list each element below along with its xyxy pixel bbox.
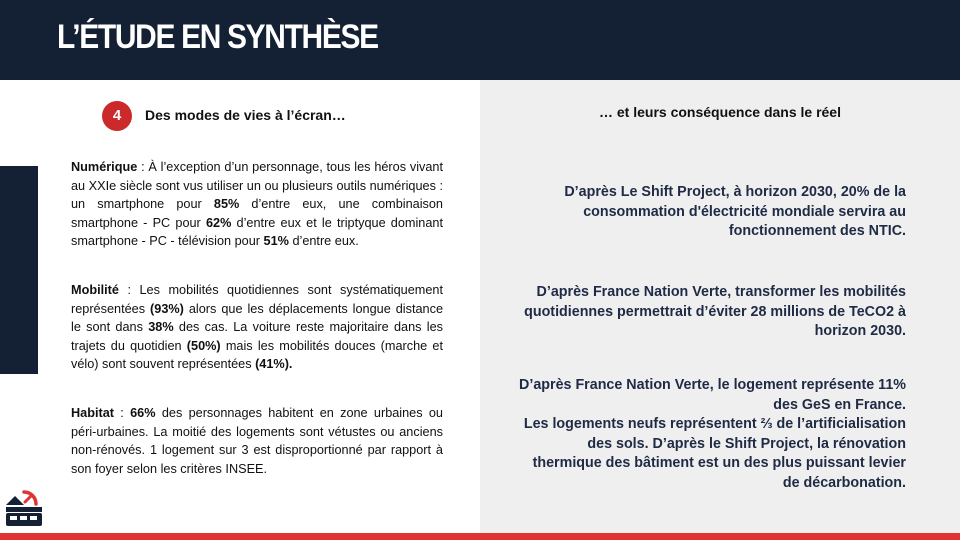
bottom-accent-bar <box>0 533 960 540</box>
page-title: L’ÉTUDE EN SYNTHÈSE <box>57 18 378 56</box>
habitat-label: Habitat <box>71 406 114 420</box>
numerique-text: : À l’exception d’un personnage, tous les héros vivant au XXIe siècle sont vus utiliser un ou plusieurs outils numériques : un smartphone pour <box>71 160 443 211</box>
triptyque-percent: 51% <box>263 234 289 248</box>
mobilite-text: mais les mobilités douces (marche et vélo) sont souvent représentées <box>71 338 443 371</box>
car-percent: (50%) <box>186 338 221 353</box>
mobilite-label: Mobilité <box>71 283 119 297</box>
mobilite-paragraph <box>71 281 443 374</box>
mobility-consequence: D’après France Nation Verte, transformer les mobilités quotidiennes permettrait d’éviter 28 millions de TeCO2 à horizon 2030. <box>524 284 906 339</box>
mobilite-text: des cas. La voiture reste majoritaire dans les trajets du quotidien <box>71 320 444 353</box>
habitat-text: des personnages habitent en zone urbaines ou péri-urbaines. La moitié des logements sont vétustes ou anciens non-rénovés. 1 logement sur 3 est disproportionné par rapport à son foyer selon les critères INSEE. <box>71 406 443 476</box>
mobilite-text: alors que les déplacements longue distance le sont dans <box>71 301 443 334</box>
smartphone-pc-percent: 62% <box>205 215 232 230</box>
urban-percent: 66% <box>130 406 156 420</box>
left-accent-bar <box>0 166 38 374</box>
habitat-paragraph <box>71 404 443 478</box>
soft-mobility-percent: (41%). <box>255 357 293 371</box>
housing-consequence-line: D’après France Nation Verte, le logement représente 11% des GeS en France. <box>519 377 906 413</box>
housing-consequence <box>516 376 906 493</box>
numerique-text: d’entre eux, une combinaison smartphone - PC pour <box>71 197 443 230</box>
numerique-text: d’entre eux. <box>288 234 359 248</box>
screen-house-logo-icon <box>3 486 45 528</box>
left-section-heading: Des modes de vies à l’écran… <box>145 107 346 123</box>
right-section-heading: … et leurs conséquence dans le réel <box>599 104 841 120</box>
numerique-label: Numérique <box>71 160 138 174</box>
section-number-badge: 4 <box>102 101 132 131</box>
mobilite-text: : Les mobilités quotidiennes sont systématiquement représentées <box>71 283 443 316</box>
daily-mobility-percent: (93%) <box>150 301 184 316</box>
smartphone-percent: 85% <box>213 197 240 211</box>
numerique-text: d’entre eux et le triptyque dominant smartphone - PC - télévision pour <box>71 215 444 248</box>
ntic-consequence: D’après Le Shift Project, à horizon 2030, 20% de la consommation d'électricité mondiale servira au fonctionnement des NTIC. <box>564 184 906 239</box>
housing-consequence-line: Les logements neufs représentent ⅔ de l’artificialisation des sols. D’après le Shift Project, la rénovation thermique des bâtiment est un des plus puissant levier de décarbonation. <box>523 416 906 491</box>
habitat-text: : <box>114 406 131 420</box>
numerique-paragraph <box>71 158 443 251</box>
long-distance-percent: 38% <box>148 320 174 334</box>
title-banner <box>0 0 960 80</box>
